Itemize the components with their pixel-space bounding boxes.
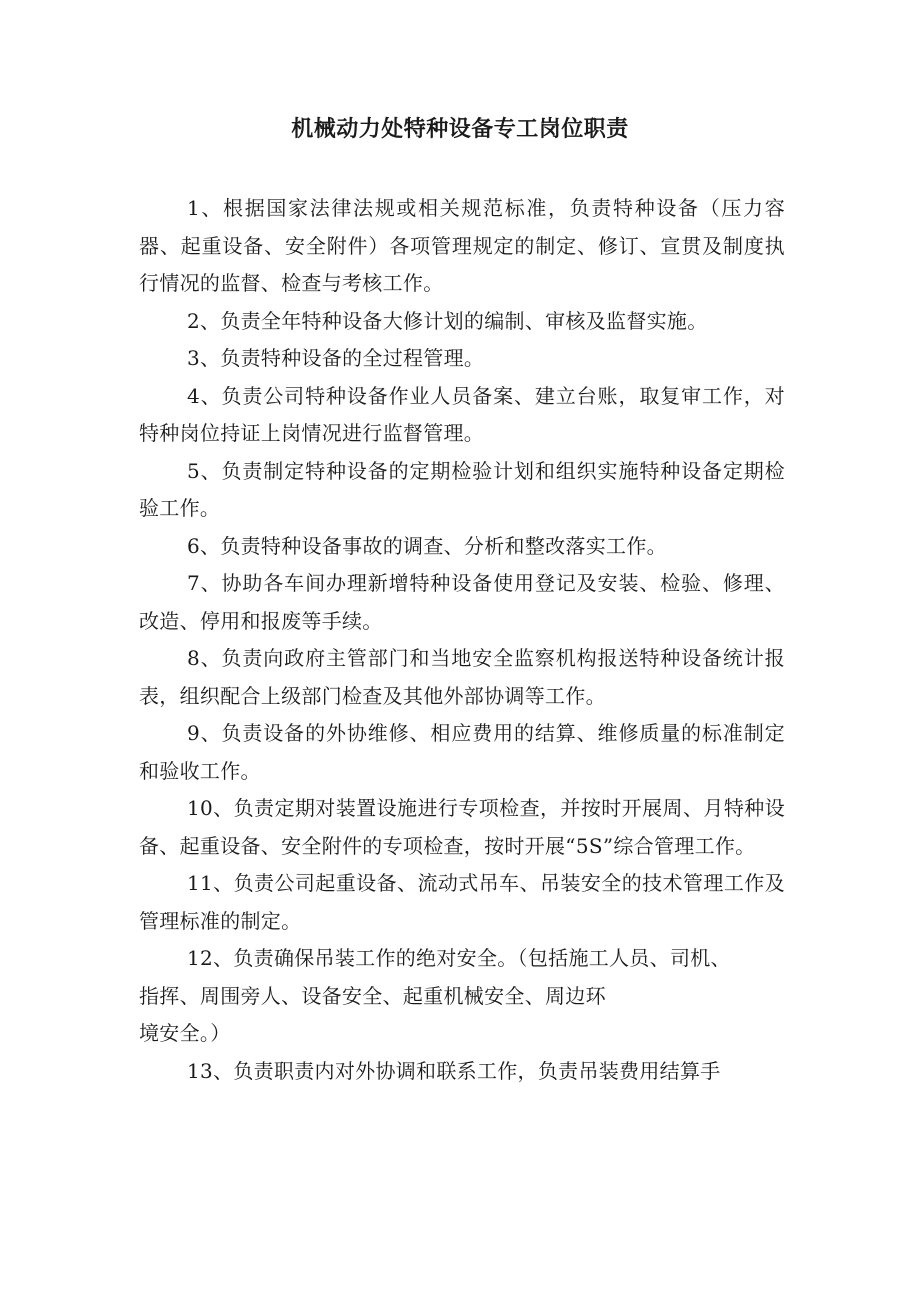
paragraph-10: 10、负责定期对装置设施进行专项检查，并按时开展周、月特种设备、起重设备、安全附件的专项检查，按时开展“5S”综合管理工作。 [139,796,785,858]
paragraph-7: 7、协助各车间办理新增特种设备使用登记及安装、检验、修理、改造、停用和报废等手续。 [139,571,785,633]
document-body [139,190,785,1090]
paragraph-3: 3、负责特种设备的全过程管理。 [187,346,485,370]
paragraph-12-line-1: 12、负责确保吊装工作的绝对安全。（包括施工人员、司机、 [187,946,731,970]
paragraph-1: 1、根据国家法律法规或相关规范标准，负责特种设备（压力容器、起重设备、安全附件）各项管理规定的制定、修订、宣贯及制度执行情况的监督、检查与考核工作。 [139,196,785,295]
paragraph-4: 4、负责公司特种设备作业人员备案、建立台账，取复审工作，对特种岗位持证上岗情况进行监督管理。 [139,383,785,445]
paragraph-6: 6、负责特种设备事故的调查、分析和整改落实工作。 [187,533,667,558]
paragraph-13: 13、负责职责内对外协调和联系工作，负责吊装费用结算手 [187,1058,721,1083]
paragraph-11: 11、负责公司起重设备、流动式吊车、吊装安全的技术管理工作及管理标准的制定。 [139,871,785,933]
paragraph-8: 8、负责向政府主管部门和当地安全监察机构报送特种设备统计报表，组织配合上级部门检查及其他外部协调等工作。 [139,646,785,708]
paragraph-12-line-2: 指挥、周围旁人、设备安全、起重机械安全、周边环 [139,983,606,1008]
paragraph-9: 9、负责设备的外协维修、相应费用的结算、维修质量的标准制定和验收工作。 [139,721,785,783]
paragraph-12 [139,940,785,1053]
paragraph-5: 5、负责制定特种设备的定期检验计划和组织实施特种设备定期检验工作。 [139,458,785,520]
paragraph-12-line-3: 境安全。） [139,1021,231,1045]
document-title: 机械动力处特种设备专工岗位职责 [291,117,629,142]
paragraph-2: 2、负责全年特种设备大修计划的编制、审核及监督实施。 [187,308,708,333]
